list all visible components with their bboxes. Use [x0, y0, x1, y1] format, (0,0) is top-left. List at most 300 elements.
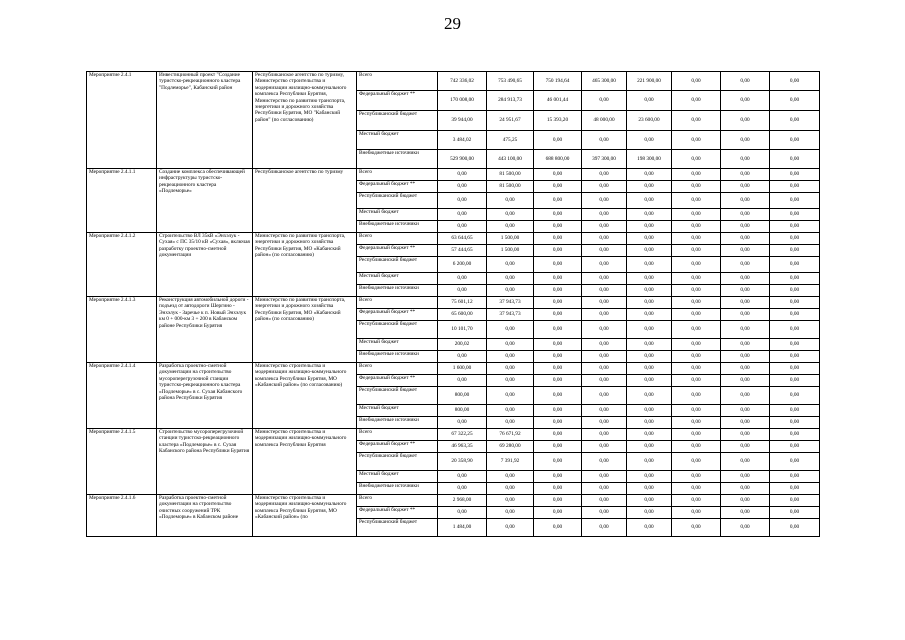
amount-cell: 0,00 [534, 417, 582, 429]
amount-cell: 0,00 [672, 273, 721, 285]
amount-cell: 81 500,00 [487, 181, 534, 193]
amount-cell: 0,00 [672, 181, 721, 193]
event-cell: Мероприятие 2.4.1.3 [87, 297, 157, 363]
amount-cell: 0,00 [721, 417, 770, 429]
amount-cell: 0,00 [627, 375, 672, 387]
amount-cell: 0,00 [534, 309, 582, 321]
amount-cell: 0,00 [721, 339, 770, 351]
funding-source-cell: Всего [357, 297, 438, 309]
amount-cell: 0,00 [582, 221, 627, 233]
amount-cell: 0,00 [721, 245, 770, 257]
amount-cell: 0,00 [672, 233, 721, 245]
amount-cell: 0,00 [582, 351, 627, 363]
amount-cell: 0,00 [721, 221, 770, 233]
amount-cell: 0,00 [534, 375, 582, 387]
amount-cell: 0,00 [672, 471, 721, 483]
event-name-cell: Разработка проектно-сметной документации на строительство очистных сооружений ТРК «Подлеморье» в Кабанском районе [157, 495, 253, 537]
amount-cell: 0,00 [770, 483, 820, 495]
amount-cell: 39 944,00 [438, 111, 487, 131]
amount-cell: 0,00 [582, 209, 627, 221]
amount-cell: 0,00 [534, 429, 582, 441]
amount-cell: 0,00 [534, 221, 582, 233]
amount-cell: 0,00 [672, 375, 721, 387]
funding-source-cell: Республиканский бюджет [357, 193, 438, 209]
amount-cell: 0,00 [672, 169, 721, 181]
funding-source-cell: Федеральный бюджет ** [357, 309, 438, 321]
amount-cell: 800,00 [438, 405, 487, 417]
amount-cell: 0,00 [627, 181, 672, 193]
funding-source-cell: Федеральный бюджет ** [357, 91, 438, 111]
amount-cell: 0,00 [534, 453, 582, 471]
amount-cell: 0,00 [438, 483, 487, 495]
amount-cell: 0,00 [627, 429, 672, 441]
amount-cell: 1 484,00 [438, 519, 487, 537]
amount-cell: 0,00 [582, 233, 627, 245]
amount-cell: 0,00 [582, 453, 627, 471]
amount-cell: 170 008,00 [438, 91, 487, 111]
amount-cell: 0,00 [627, 91, 672, 111]
amount-cell: 0,00 [770, 233, 820, 245]
amount-cell: 0,00 [627, 363, 672, 375]
amount-cell: 0,00 [582, 495, 627, 507]
amount-cell: 0,00 [582, 417, 627, 429]
funding-source-cell: Всего [357, 363, 438, 375]
amount-cell: 0,00 [770, 429, 820, 441]
amount-cell: 284 913,73 [487, 91, 534, 111]
amount-cell: 0,00 [672, 209, 721, 221]
amount-cell: 0,00 [438, 221, 487, 233]
event-name-cell: Строительство ВЛ 35кВ «Энхэлук - Сухая» с ПС 35/10 кВ «Сухая», включая разработку проектно-сметной документации [157, 233, 253, 297]
executor-cell: Министерство по развитию транспорта, энергетики и дорожного хозяйства Республики Бурятия, МО «Кабанский район» (по согласованию) [253, 233, 357, 297]
amount-cell: 0,00 [627, 221, 672, 233]
amount-cell: 0,00 [487, 417, 534, 429]
amount-cell: 0,00 [582, 429, 627, 441]
amount-cell: 0,00 [627, 193, 672, 209]
amount-cell: 0,00 [672, 309, 721, 321]
amount-cell: 0,00 [672, 131, 721, 150]
amount-cell: 0,00 [534, 351, 582, 363]
amount-cell: 0,00 [721, 471, 770, 483]
amount-cell: 0,00 [721, 483, 770, 495]
amount-cell: 475,25 [487, 131, 534, 150]
amount-cell: 1 500,00 [487, 245, 534, 257]
funding-source-cell: Местный бюджет [357, 471, 438, 483]
amount-cell: 0,00 [534, 285, 582, 297]
amount-cell: 0,00 [627, 441, 672, 453]
funding-source-cell: Федеральный бюджет ** [357, 441, 438, 453]
amount-cell: 0,00 [534, 363, 582, 375]
amount-cell: 0,00 [721, 111, 770, 131]
amount-cell: 0,00 [487, 387, 534, 405]
amount-cell: 0,00 [721, 429, 770, 441]
amount-cell: 0,00 [721, 495, 770, 507]
amount-cell: 529 900,00 [438, 150, 487, 169]
amount-cell: 0,00 [582, 131, 627, 150]
amount-cell: 0,00 [487, 273, 534, 285]
amount-cell: 0,00 [582, 405, 627, 417]
amount-cell: 0,00 [627, 273, 672, 285]
amount-cell: 0,00 [770, 209, 820, 221]
amount-cell: 0,00 [721, 405, 770, 417]
table-row [87, 495, 820, 507]
amount-cell: 69 280,00 [487, 441, 534, 453]
amount-cell: 0,00 [672, 507, 721, 519]
amount-cell: 0,00 [627, 131, 672, 150]
amount-cell: 0,00 [627, 495, 672, 507]
amount-cell: 0,00 [721, 309, 770, 321]
amount-cell: 0,00 [672, 519, 721, 537]
amount-cell: 443 100,00 [487, 150, 534, 169]
amount-cell: 0,00 [534, 507, 582, 519]
amount-cell: 0,00 [770, 375, 820, 387]
amount-cell: 37 943,73 [487, 309, 534, 321]
amount-cell: 0,00 [627, 453, 672, 471]
amount-cell: 0,00 [534, 483, 582, 495]
amount-cell: 0,00 [672, 495, 721, 507]
amount-cell: 0,00 [487, 193, 534, 209]
funding-source-cell: Республиканский бюджет [357, 321, 438, 339]
amount-cell: 0,00 [721, 321, 770, 339]
amount-cell: 0,00 [627, 507, 672, 519]
amount-cell: 0,00 [438, 375, 487, 387]
amount-cell: 0,00 [770, 471, 820, 483]
amount-cell: 0,00 [672, 111, 721, 131]
amount-cell: 0,00 [438, 193, 487, 209]
amount-cell: 0,00 [582, 309, 627, 321]
amount-cell: 1 600,00 [438, 363, 487, 375]
amount-cell: 0,00 [770, 297, 820, 309]
amount-cell: 742 336,02 [438, 72, 487, 91]
amount-cell: 0,00 [582, 507, 627, 519]
amount-cell: 0,00 [672, 72, 721, 91]
amount-cell: 0,00 [721, 375, 770, 387]
amount-cell: 0,00 [770, 111, 820, 131]
amount-cell: 46 001,44 [534, 91, 582, 111]
funding-source-cell: Республиканский бюджет [357, 111, 438, 131]
amount-cell: 0,00 [534, 209, 582, 221]
amount-cell: 397 300,00 [582, 150, 627, 169]
amount-cell: 0,00 [627, 309, 672, 321]
funding-source-cell: Местный бюджет [357, 273, 438, 285]
amount-cell: 0,00 [487, 471, 534, 483]
amount-cell: 75 601,12 [438, 297, 487, 309]
amount-cell: 0,00 [487, 495, 534, 507]
amount-cell: 0,00 [627, 405, 672, 417]
amount-cell: 0,00 [770, 405, 820, 417]
amount-cell: 0,00 [672, 387, 721, 405]
amount-cell: 0,00 [534, 387, 582, 405]
executor-cell: Республиканское агентство по туризму [253, 169, 357, 233]
amount-cell: 0,00 [672, 417, 721, 429]
amount-cell: 0,00 [672, 405, 721, 417]
amount-cell: 0,00 [534, 495, 582, 507]
amount-cell: 0,00 [627, 387, 672, 405]
amount-cell: 0,00 [770, 507, 820, 519]
amount-cell: 0,00 [534, 441, 582, 453]
event-name-cell: Реконструкция автомобильной дороги - подъезд от автодороги Шергино - Энхэлук - Заречье к п. Новый Энхэлук км 0 + 000-км 3 + 200 в Кабанском районе Республики Бурятия [157, 297, 253, 363]
amount-cell: 0,00 [770, 150, 820, 169]
amount-cell: 0,00 [582, 181, 627, 193]
funding-source-cell: Местный бюджет [357, 131, 438, 150]
amount-cell: 0,00 [438, 273, 487, 285]
amount-cell: 57 444,65 [438, 245, 487, 257]
amount-cell: 0,00 [487, 285, 534, 297]
executor-cell: Министерство строительства и модернизации жилищно-коммунального комплекса Республики Бурятия, МО «Кабанский район» (по согласованию) [253, 363, 357, 429]
amount-cell: 0,00 [582, 387, 627, 405]
amount-cell: 0,00 [487, 405, 534, 417]
amount-cell: 0,00 [582, 471, 627, 483]
amount-cell: 0,00 [487, 483, 534, 495]
amount-cell: 3 484,02 [438, 131, 487, 150]
amount-cell: 0,00 [721, 285, 770, 297]
executor-cell: Республиканское агентство по туризму, Министерство строительства и модернизации жилищно-коммунального комплекса Республики Бурятия, Министерство по развитию транспорта, энергетики и дорожного хозяйства Республики Бурятия, МО "Кабанский район" (по согласованию) [253, 72, 357, 169]
amount-cell: 0,00 [487, 351, 534, 363]
amount-cell: 0,00 [721, 91, 770, 111]
event-cell: Мероприятие 2.4.1 [87, 72, 157, 169]
amount-cell: 0,00 [582, 483, 627, 495]
table-body [87, 72, 820, 537]
amount-cell: 0,00 [582, 91, 627, 111]
amount-cell: 37 943,73 [487, 297, 534, 309]
funding-source-cell: Всего [357, 495, 438, 507]
amount-cell: 0,00 [582, 169, 627, 181]
event-cell: Мероприятие 2.4.1.5 [87, 429, 157, 495]
amount-cell: 0,00 [672, 429, 721, 441]
funding-source-cell: Местный бюджет [357, 209, 438, 221]
amount-cell: 0,00 [721, 441, 770, 453]
amount-cell: 0,00 [627, 351, 672, 363]
amount-cell: 0,00 [672, 193, 721, 209]
table-row [87, 363, 820, 375]
amount-cell: 0,00 [770, 221, 820, 233]
amount-cell: 0,00 [770, 273, 820, 285]
amount-cell: 65 600,00 [438, 309, 487, 321]
executor-cell: Министерство строительства и модернизации жилищно-коммунального комплекса Республики Бурятия [253, 429, 357, 495]
amount-cell: 0,00 [627, 321, 672, 339]
amount-cell: 0,00 [672, 441, 721, 453]
event-cell: Мероприятие 2.4.1.4 [87, 363, 157, 429]
amount-cell: 0,00 [672, 150, 721, 169]
amount-cell: 0,00 [582, 257, 627, 273]
amount-cell: 750 194,64 [534, 72, 582, 91]
amount-cell: 0,00 [582, 285, 627, 297]
amount-cell: 0,00 [770, 519, 820, 537]
amount-cell: 0,00 [721, 72, 770, 91]
amount-cell: 0,00 [672, 363, 721, 375]
amount-cell: 0,00 [627, 233, 672, 245]
funding-source-cell: Внебюджетные источники [357, 221, 438, 233]
executor-cell: Министерство по развитию транспорта, энергетики и дорожного хозяйства Республики Бурятия, МО «Кабанский район» (по согласованию) [253, 297, 357, 363]
amount-cell: 0,00 [534, 233, 582, 245]
amount-cell: 200,02 [438, 339, 487, 351]
amount-cell: 0,00 [721, 519, 770, 537]
amount-cell: 0,00 [770, 321, 820, 339]
amount-cell: 0,00 [627, 245, 672, 257]
table-row [87, 72, 820, 91]
amount-cell: 0,00 [487, 221, 534, 233]
amount-cell: 0,00 [672, 221, 721, 233]
amount-cell: 2 968,00 [438, 495, 487, 507]
event-name-cell: Строительство мусороперегрузочной станции туристско-рекреационного кластера «Подлеморье» в с. Сухая Кабанского района Республики Бурятия [157, 429, 253, 495]
event-name-cell: Создание комплекса обеспечивающей инфраструктуры туристско-рекреационного кластера «Подлеморье» [157, 169, 253, 233]
amount-cell: 0,00 [582, 519, 627, 537]
amount-cell: 0,00 [672, 453, 721, 471]
amount-cell: 48 000,00 [582, 111, 627, 131]
amount-cell: 0,00 [534, 519, 582, 537]
amount-cell: 0,00 [582, 339, 627, 351]
funding-source-cell: Внебюджетные источники [357, 150, 438, 169]
amount-cell: 0,00 [672, 351, 721, 363]
amount-cell: 0,00 [487, 363, 534, 375]
amount-cell: 0,00 [627, 297, 672, 309]
amount-cell: 81 500,00 [487, 169, 534, 181]
amount-cell: 0,00 [438, 471, 487, 483]
amount-cell: 0,00 [770, 453, 820, 471]
amount-cell: 0,00 [721, 150, 770, 169]
amount-cell: 23 600,00 [627, 111, 672, 131]
amount-cell: 0,00 [672, 483, 721, 495]
event-cell: Мероприятие 2.4.1.2 [87, 233, 157, 297]
funding-source-cell: Всего [357, 233, 438, 245]
amount-cell: 0,00 [672, 91, 721, 111]
funding-source-cell: Внебюджетные источники [357, 351, 438, 363]
amount-cell: 0,00 [582, 321, 627, 339]
amount-cell: 0,00 [534, 471, 582, 483]
amount-cell: 0,00 [582, 193, 627, 209]
amount-cell: 0,00 [721, 507, 770, 519]
event-name-cell: Инвестиционный проект "Создание туристско-рекреационного кластера "Подлеморье", Кабанский район [157, 72, 253, 169]
amount-cell: 0,00 [487, 507, 534, 519]
amount-cell: 46 963,35 [438, 441, 487, 453]
event-name-cell: Разработка проектно-сметной документации на строительство мусороперегрузочной станции туристско-рекреационного кластера «Подлеморье» в с. Сухая Кабанского района Республики Бурятия [157, 363, 253, 429]
table-row [87, 297, 820, 309]
amount-cell: 465 300,00 [582, 72, 627, 91]
amount-cell: 688 800,00 [534, 150, 582, 169]
amount-cell: 0,00 [534, 245, 582, 257]
funding-source-cell: Республиканский бюджет [357, 257, 438, 273]
amount-cell: 0,00 [672, 245, 721, 257]
amount-cell: 0,00 [627, 519, 672, 537]
amount-cell: 0,00 [438, 209, 487, 221]
amount-cell: 0,00 [770, 441, 820, 453]
table-row [87, 429, 820, 441]
amount-cell: 0,00 [627, 209, 672, 221]
funding-source-cell: Внебюджетные источники [357, 417, 438, 429]
amount-cell: 221 900,00 [627, 72, 672, 91]
amount-cell: 0,00 [487, 375, 534, 387]
amount-cell: 0,00 [672, 285, 721, 297]
amount-cell: 0,00 [721, 453, 770, 471]
amount-cell: 1 500,00 [487, 233, 534, 245]
funding-source-cell: Всего [357, 72, 438, 91]
amount-cell: 15 393,20 [534, 111, 582, 131]
amount-cell: 0,00 [582, 273, 627, 285]
amount-cell: 0,00 [770, 245, 820, 257]
amount-cell: 0,00 [582, 297, 627, 309]
funding-source-cell: Местный бюджет [357, 339, 438, 351]
amount-cell: 0,00 [721, 169, 770, 181]
amount-cell: 0,00 [770, 363, 820, 375]
amount-cell: 0,00 [721, 257, 770, 273]
amount-cell: 0,00 [770, 495, 820, 507]
amount-cell: 0,00 [770, 131, 820, 150]
amount-cell: 0,00 [721, 181, 770, 193]
amount-cell: 6 200,00 [438, 257, 487, 273]
amount-cell: 0,00 [672, 297, 721, 309]
amount-cell: 0,00 [721, 297, 770, 309]
funding-source-cell: Республиканский бюджет [357, 387, 438, 405]
event-cell: Мероприятие 2.4.1.6 [87, 495, 157, 537]
amount-cell: 0,00 [438, 285, 487, 297]
amount-cell: 7 391,92 [487, 453, 534, 471]
funding-source-cell: Республиканский бюджет [357, 519, 438, 537]
amount-cell: 0,00 [627, 483, 672, 495]
amount-cell: 0,00 [770, 169, 820, 181]
amount-cell: 0,00 [582, 245, 627, 257]
amount-cell: 0,00 [770, 181, 820, 193]
amount-cell: 0,00 [770, 351, 820, 363]
amount-cell: 0,00 [770, 91, 820, 111]
amount-cell: 0,00 [721, 193, 770, 209]
amount-cell: 0,00 [438, 507, 487, 519]
amount-cell: 0,00 [534, 181, 582, 193]
budget-table [86, 71, 820, 537]
page-number: 29 [444, 14, 461, 33]
amount-cell: 0,00 [534, 273, 582, 285]
amount-cell: 0,00 [627, 257, 672, 273]
amount-cell: 0,00 [721, 387, 770, 405]
amount-cell: 0,00 [672, 339, 721, 351]
amount-cell: 0,00 [487, 339, 534, 351]
funding-source-cell: Внебюджетные источники [357, 483, 438, 495]
amount-cell: 0,00 [487, 519, 534, 537]
table-row [87, 233, 820, 245]
amount-cell: 24 951,67 [487, 111, 534, 131]
funding-source-cell: Республиканский бюджет [357, 453, 438, 471]
amount-cell: 76 671,92 [487, 429, 534, 441]
amount-cell: 0,00 [487, 209, 534, 221]
amount-cell: 0,00 [582, 441, 627, 453]
executor-cell: Министерство строительства и модернизации жилищно-коммунального комплекса Республики Бурятия, МО «Кабанский район» (по [253, 495, 357, 537]
funding-source-cell: Местный бюджет [357, 405, 438, 417]
amount-cell: 0,00 [534, 321, 582, 339]
amount-cell: 0,00 [487, 321, 534, 339]
amount-cell: 0,00 [672, 321, 721, 339]
amount-cell: 10 101,70 [438, 321, 487, 339]
amount-cell: 0,00 [534, 405, 582, 417]
amount-cell: 67 322,25 [438, 429, 487, 441]
funding-source-cell: Внебюджетные источники [357, 285, 438, 297]
amount-cell: 0,00 [438, 181, 487, 193]
amount-cell: 0,00 [627, 169, 672, 181]
amount-cell: 0,00 [438, 351, 487, 363]
amount-cell: 0,00 [438, 417, 487, 429]
amount-cell: 0,00 [770, 193, 820, 209]
funding-source-cell: Федеральный бюджет ** [357, 375, 438, 387]
amount-cell: 0,00 [534, 131, 582, 150]
amount-cell: 0,00 [721, 209, 770, 221]
amount-cell: 0,00 [770, 339, 820, 351]
amount-cell: 0,00 [770, 417, 820, 429]
amount-cell: 0,00 [770, 257, 820, 273]
amount-cell: 198 300,00 [627, 150, 672, 169]
amount-cell: 0,00 [721, 131, 770, 150]
amount-cell: 0,00 [534, 339, 582, 351]
amount-cell: 0,00 [770, 309, 820, 321]
funding-source-cell: Всего [357, 169, 438, 181]
table-row [87, 169, 820, 181]
amount-cell: 0,00 [582, 363, 627, 375]
